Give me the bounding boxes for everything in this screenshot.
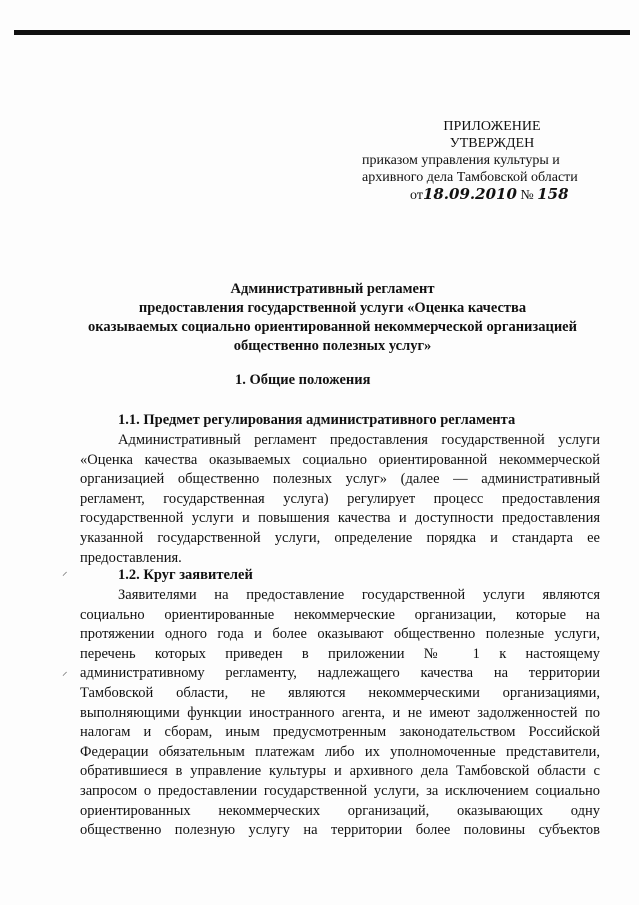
title-line: Административный регламент bbox=[230, 281, 435, 297]
paragraph-line: выполняющими функции иностранного агента, и не имеют задолженностей по bbox=[80, 704, 600, 721]
paragraph-line bbox=[80, 841, 600, 861]
title-line: оказываемых социально ориентированной некоммерческой организацией bbox=[88, 319, 577, 335]
order-number-sign: № bbox=[520, 188, 534, 203]
paragraph-line: указанной государственной услуги, определение порядка и стандарта ее bbox=[80, 529, 600, 546]
paragraph-line: социально ориентированные некоммерческие организации, которые на bbox=[80, 606, 600, 623]
order-date-line bbox=[362, 186, 602, 204]
paragraph-line: «Оценка качества оказываемых социально ориентированной некоммерческой bbox=[80, 451, 600, 468]
paragraph-line: регламент, государственная услуга) регулирует процесс предоставления bbox=[80, 490, 600, 507]
paragraph-line: государственной услуги и повышения качества и доступности предоставления bbox=[80, 510, 600, 527]
paragraph-line: организацией общественно полезных услуг» (далее — административный bbox=[80, 471, 600, 488]
approval-block bbox=[362, 118, 602, 204]
order-date-handwritten: 18.09.2010 bbox=[422, 185, 517, 203]
paragraph-line: административному регламенту, надлежащего качества на территории bbox=[80, 665, 600, 682]
annex-label: ПРИЛОЖЕНИЕ bbox=[443, 119, 541, 134]
paragraph-1-1 bbox=[80, 431, 600, 568]
paragraph-line: общественно полезную услугу на территории более половины субъектов bbox=[80, 822, 600, 839]
paragraph-line: протяжении одного года и более оказывают общественно полезные услуги, bbox=[80, 626, 600, 643]
document-title bbox=[60, 280, 605, 356]
margin-mark: ⸝ bbox=[62, 566, 68, 578]
order-line-2: архивного дела Тамбовской области bbox=[362, 170, 578, 185]
margin-mark: ⸝ bbox=[62, 666, 68, 678]
paragraph-line: налогам и сборам, иным предусмотренным законодательством Российской bbox=[80, 724, 600, 741]
section-heading: 1. Общие положения bbox=[235, 372, 371, 388]
approved-label: УТВЕРЖДЕН bbox=[449, 136, 535, 151]
top-border-line bbox=[14, 30, 630, 35]
title-line: общественно полезных услуг» bbox=[233, 338, 432, 354]
paragraph-line: предоставления. bbox=[80, 549, 182, 566]
paragraph-line: Административный регламент предоставления государственной услуги bbox=[118, 432, 600, 448]
subsection-heading-1-1: 1.1. Предмет регулирования административного регламента bbox=[118, 412, 516, 428]
title-line: предоставления государственной услуги «Оценка качества bbox=[138, 300, 527, 316]
paragraph-line: обратившиеся в управление культуры и архивного дела Тамбовской области с bbox=[80, 763, 600, 780]
order-number-handwritten: 158 bbox=[537, 185, 569, 203]
order-from-prefix: от bbox=[410, 188, 423, 203]
paragraph-line: перечень которых приведен в приложении № 1 к настоящему bbox=[80, 645, 600, 662]
paragraph-line: Заявителями на предоставление государственной услуги являются bbox=[118, 587, 600, 603]
subsection-heading-1-2: 1.2. Круг заявителей bbox=[118, 567, 253, 583]
paragraph-line: Федерации обязательным платежам либо их уполномоченные представители, bbox=[80, 743, 600, 760]
paragraph-1-2 bbox=[80, 586, 600, 860]
paragraph-line: Тамбовской области, не являются некоммерческими организациями, bbox=[80, 684, 600, 701]
paragraph-line: ориентированных некоммерческих организаций, оказывающих одну bbox=[80, 802, 600, 819]
order-line-1: приказом управления культуры и bbox=[362, 153, 560, 168]
paragraph-line: запросом о предоставлении государственной услуги, за исключением социально bbox=[80, 782, 600, 799]
